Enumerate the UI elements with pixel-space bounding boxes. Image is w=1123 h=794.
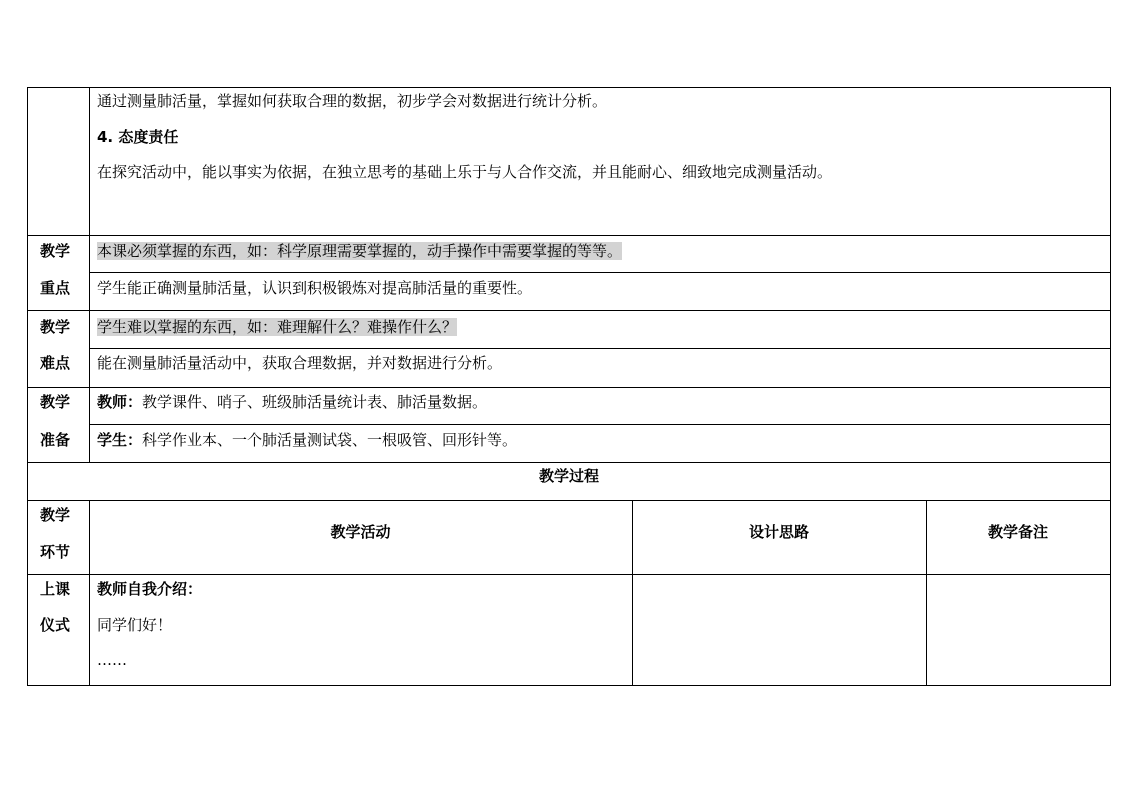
rule-top [27,87,1111,88]
attitude-text: 在探究活动中，能以事实为依据，在独立思考的基础上乐于与人合作交流，并且能耐心、细致地完成测量活动。 [97,163,833,181]
student-label: 学生： [97,431,143,449]
rule [89,424,1111,425]
rule-bottom [27,685,1111,686]
attitude-heading: 4. 态度责任 [97,128,179,146]
col-stage-2: 环节 [40,543,71,561]
preparation-label-1: 教学 [40,393,71,411]
rule-left [27,87,28,686]
preparation-teacher [97,393,487,411]
preparation-label-2: 准备 [40,431,71,449]
key-points-content: 学生能正确测量肺活量，认识到积极锻炼对提高肺活量的重要性。 [97,279,533,297]
difficulties-label-2: 难点 [40,354,71,372]
rule [27,387,1111,388]
activity-heading: 教师自我介绍： [97,580,203,598]
col-notes: 教学备注 [987,523,1048,541]
key-points-label-2: 重点 [40,279,71,297]
teacher-label: 教师： [97,393,143,411]
difficulties-label-1: 教学 [40,318,71,336]
rule [27,235,1111,236]
rule [27,574,1111,575]
col-activity: 教学活动 [330,523,391,541]
difficulties-content: 能在测量肺活量活动中，获取合理数据，并对数据进行分析。 [97,354,503,372]
rule-right [1110,87,1111,686]
rule [89,87,90,463]
rule [89,348,1111,349]
rule [27,500,1111,501]
row-stage-2: 仪式 [40,616,71,634]
col-stage-1: 教学 [40,506,71,524]
student-text: 科学作业本、一个肺活量测试袋、一根吸管、回形针等。 [142,431,518,449]
key-points-hint: 本课必须掌握的东西，如：科学原理需要掌握的，动手操作中需要掌握的等等。 [97,242,623,260]
row-stage-1: 上课 [40,580,71,598]
process-title: 教学过程 [538,467,599,485]
key-points-label-1: 教学 [40,242,71,260]
activity-line-2: …… [97,651,127,669]
activity-line-1: 同学们好！ [97,616,173,634]
col-design: 设计思路 [748,523,809,541]
rule [27,310,1111,311]
skill-text: 通过测量肺活量，掌握如何获取合理的数据，初步学会对数据进行统计分析。 [97,92,608,110]
rule [89,272,1111,273]
teacher-text: 教学课件、哨子、班级肺活量统计表、肺活量数据。 [142,393,488,411]
preparation-student [97,431,517,449]
rule [27,462,1111,463]
difficulties-hint: 学生难以掌握的东西，如：难理解什么？难操作什么？ [97,318,458,336]
